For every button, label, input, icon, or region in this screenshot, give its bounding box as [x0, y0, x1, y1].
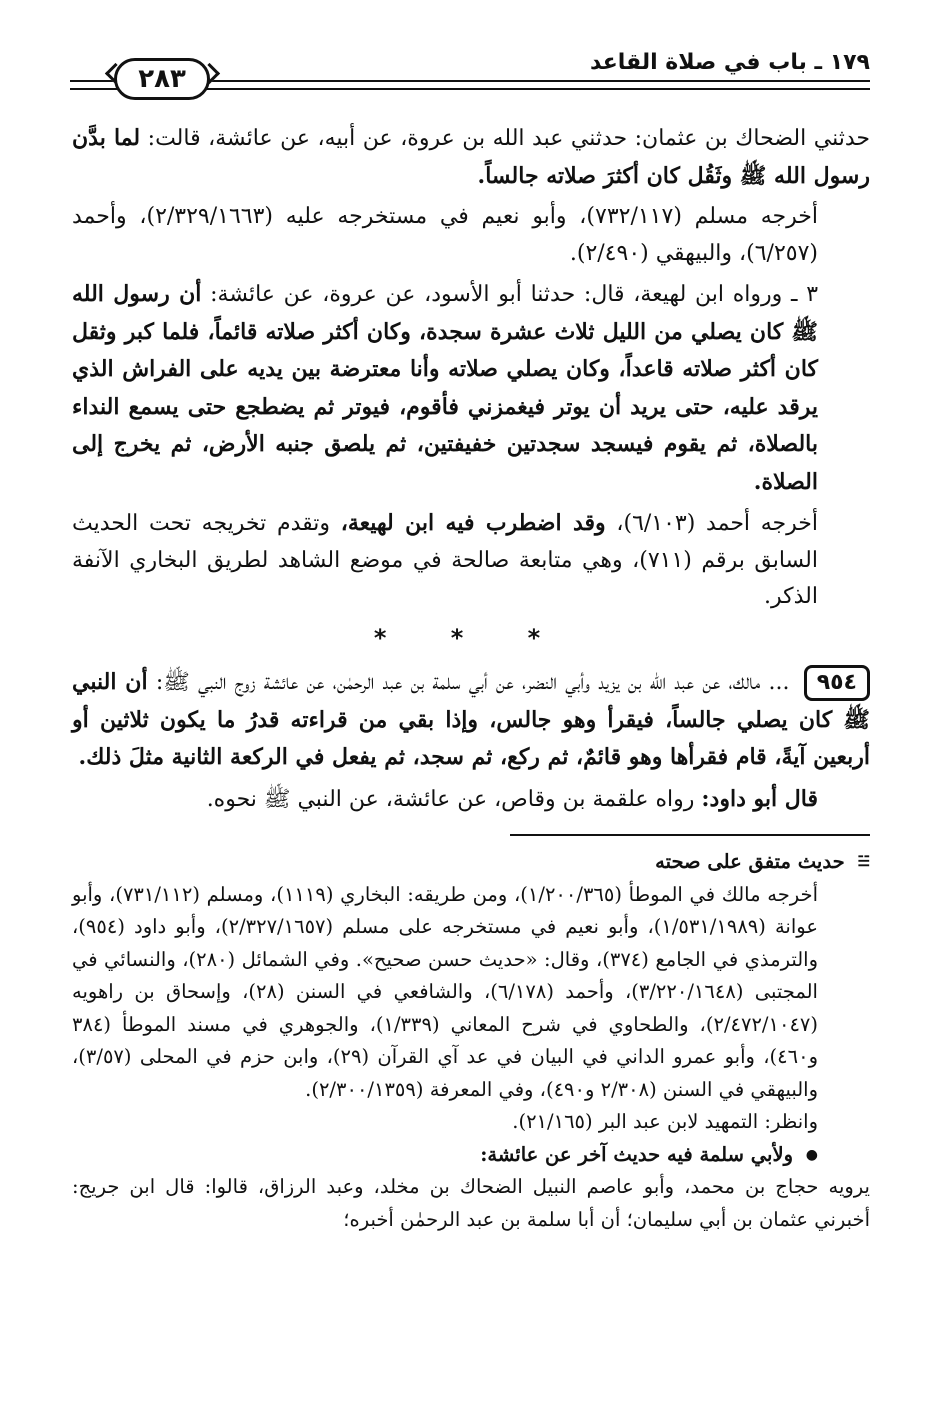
- p1-quote: لما بدَّن رسول الله ﷺ وثَقُل كان أكثرَ صلاته جالساً.: [72, 125, 870, 189]
- p6-label: قال أبو داود:: [701, 785, 818, 812]
- footnote-2: وانظر: التمهيد لابن عبد البر (٢١/١٦٥).: [512, 1110, 818, 1133]
- footnote-1: أخرجه مالك في الموطأ (١/٢٠٠/٣٦٥)، ومن طريقه: البخاري (١١١٩)، ومسلم (٧٣١/١١٢)، وأبو عوانة (١/٥٣١/١٩٨٩)، وأبو نعيم في مستخرجه على مسلم (٢/٣٢٧/١٦٥٧)، وأبو داود (٩٥٤)، والترمذي في الجامع (٣٧٤)، وقال: «حديث حسن صحيح». وفي الشمائل (٢٨٠)، والنسائي في المجتبى (٣/٢٢٠/١٦٤٨)، وأحمد (٦/١٧٨)، والشافعي في السنن (٢٨)، وإسحاق بن راهويه (٢/٤٧٢/١٠٤٧)، والطحاوي في شرح المعاني (١/٣٣٩)، والجوهري في مسند الموطأ (٣٨٤ و٤٦٠)، وأبو عمرو الداني في البيان في عد آي القرآن (٢٩)، وابن حزم في المحلى (٣/٥٧)، والبيهقي في السنن (٢/٣٠٨ و٤٩٠)، وفي المعرفة (٢/٣٠٠/١٣٥٩).: [72, 882, 819, 1101]
- book-icon: ☱: [857, 854, 870, 870]
- p4-b: وقد اضطرب فيه ابن لهيعة،: [340, 510, 606, 536]
- paragraph-3: [72, 276, 870, 501]
- p5-quote: أن النبي ﷺ كان يصلي جالساً، فيقرأ وهو جالس، وإذا بقي من قراءته قدرُ ما يكون ثلاثين أو أربعين آيةً، قام فقرأها وهو قائمٌ، ثم ركع، ثم سجد، ثم يفعل في الركعة الثانية مثلَ ذلك.: [72, 669, 870, 770]
- paragraph-1: [72, 120, 870, 195]
- footnote-heading-text: حديث متفق على صحته: [655, 850, 845, 873]
- p3-quote: أن رسول الله ﷺ كان يصلي من الليل ثلاث عشرة سجدة، وكان أكثر صلاته قائماً، فلما كبر وثقل كان أكثر صلاته قاعداً، وكان يصلي صلاته وأنا معترضة بين يديه على الفراش الذي يرقد عليه، حتى يريد أن يوتر فيغمزني فأقوم، فيوتر ثم يضطجع حتى يسمع النداء بالصلاة، ثم يقوم فيسجد سجدتين خفيفتين، ثم يلصق جنبه الأرض، ثم يخرج إلى الصلاة.: [72, 281, 818, 495]
- footnotes: [72, 846, 870, 1236]
- hadith-number-badge: ٩٥٤: [804, 665, 870, 701]
- footnote-4: يرويه حجاج بن محمد، وأبو عاصم النبيل الضحاك بن مخلد، وعبد الرزاق، قالوا: قال ابن جريج: أخبرني عثمان بن أبي سليمان؛ أن أبا سلمة بن عبد الرحمٰن أخبره؛: [72, 1175, 870, 1231]
- p4-c: وتقدم تخريجه تحت الحديث السابق برقم (٧١١)، وهي متابعة صالحة في موضع الشاهد لطريق البخاري الآنفة الذكر.: [72, 511, 818, 609]
- footnote-heading: [72, 846, 870, 879]
- footnote-3-text: ولأبي سلمة فيه حديث آخر عن عائشة:: [480, 1142, 793, 1166]
- page-number: ٢٨٣: [114, 58, 210, 100]
- p4-a: أخرجه أحمد (٦/١٠٣)،: [616, 511, 819, 536]
- p6-text: رواه علقمة بن وقاص، عن عائشة، عن النبي ﷺ نحوه.: [206, 786, 695, 812]
- footnote-rule: [510, 834, 870, 836]
- p5-text: ... مالك، عن عبد الله بن يزيد وأبي النضر، عن أبي سلمة بن عبد الرحمٰن، عن عائشة زوج النبي ﷺ:: [155, 670, 790, 695]
- main-text: [72, 120, 870, 822]
- paragraph-4: [72, 505, 870, 616]
- page-header: [70, 44, 870, 104]
- bullet-icon: ●: [805, 1146, 818, 1163]
- paragraph-2: أخرجه مسلم (٧٣٢/١١٧)، وأبو نعيم في مستخرجه عليه (٢/٣٢٩/١٦٦٣)، وأحمد (٦/٢٥٧)، والبيهقي (٢/٤٩٠).: [72, 204, 819, 266]
- p1-text: حدثني الضحاك بن عثمان: حدثني عبد الله بن عروة، عن أبيه، عن عائشة، قالت:: [147, 126, 870, 151]
- paragraph-6: [72, 781, 870, 819]
- footnote-3: [72, 1139, 870, 1172]
- p3-text: ٣ ـ ورواه ابن لهيعة، قال: حدثنا أبو الأسود، عن عروة، عن عائشة:: [210, 282, 819, 307]
- paragraph-5: [72, 664, 870, 777]
- section-separator: * * *: [373, 623, 569, 652]
- chapter-title: ١٧٩ ـ باب في صلاة القاعد: [590, 50, 870, 75]
